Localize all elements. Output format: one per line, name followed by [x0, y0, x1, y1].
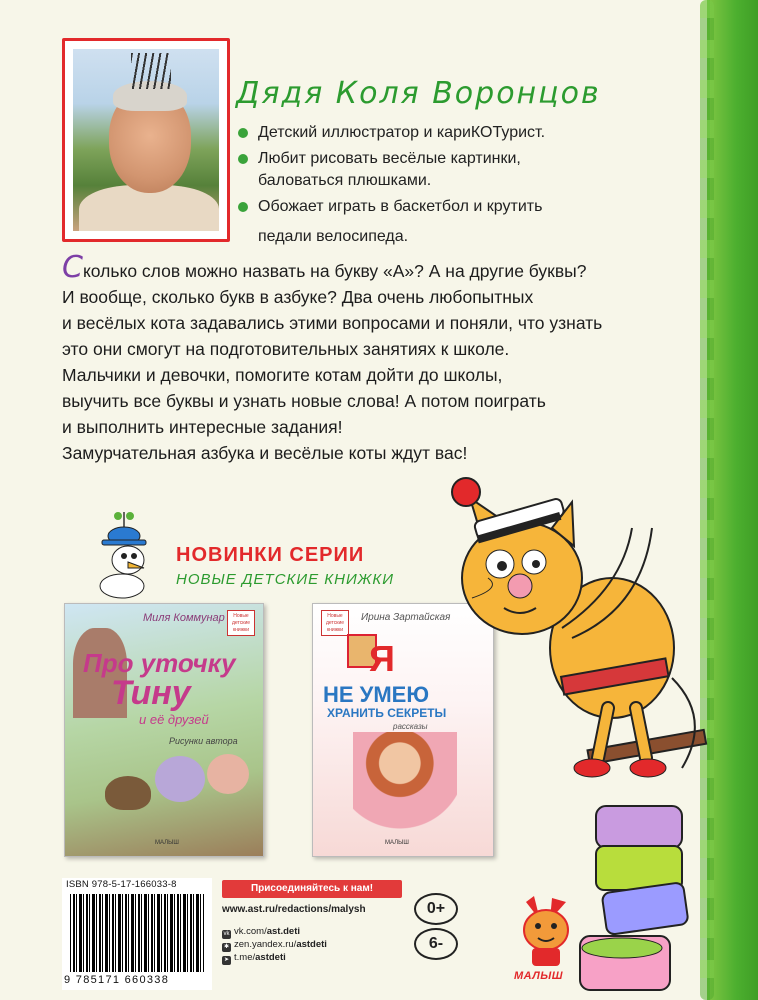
join-us-banner: Присоединяйтесь к нам!: [222, 880, 402, 898]
description-line: Мальчики и девочки, помогите котам дойти до школы,: [62, 365, 503, 385]
description-line: выучить все буквы и узнать новые слова! А потом поиграть: [62, 391, 546, 411]
book-title: ХРАНИТЬ СЕКРЕТЫ: [327, 706, 447, 720]
description-line: и выполнить интересные задания!: [62, 417, 343, 437]
book-title: Тину: [111, 674, 191, 712]
social-link-zen[interactable]: ✱ zen.yandex.ru/astdeti: [223, 939, 327, 950]
author-photo: [73, 49, 219, 231]
author-photo-frame: [62, 38, 230, 242]
hedgehog-illustration: [105, 776, 151, 810]
author-fact-continued: педали велосипеда.: [258, 228, 409, 245]
book-author: Ирина Зартайская: [361, 612, 451, 623]
description-line: И вообще, сколько букв в азбуке? Два очень любопытных: [62, 287, 534, 307]
bullet-icon: [238, 202, 248, 212]
author-fact: Обожает играть в баскетбол и крутить: [236, 196, 636, 218]
series-title: НОВИНКИ СЕРИИ: [176, 544, 365, 566]
barcode-number: 9 785171 660338: [64, 974, 170, 986]
social-links: [222, 925, 327, 964]
book-subtitle: Рисунки автора: [169, 736, 238, 746]
author-fact: Детский иллюстратор и кариКОТурист.: [236, 122, 636, 144]
book-title: и её друзей: [139, 712, 209, 727]
barcode: [70, 894, 204, 972]
book-title: Про уточку: [83, 648, 236, 678]
isbn-barcode-box: [62, 878, 212, 990]
bird-illustration: [84, 510, 164, 600]
isbn-number: ISBN 978-5-17-166033-8: [66, 879, 177, 890]
piglet-illustration: [207, 754, 249, 794]
author-facts: [236, 122, 636, 252]
description-line: Замурчательная азбука и весёлые коты ждут вас!: [62, 443, 468, 463]
vk-icon: vk: [223, 931, 230, 937]
dropcap: С: [62, 250, 83, 285]
author-name: Дядя Коля Воронцов: [236, 76, 601, 111]
series-subtitle: НОВЫЕ ДЕТСКИЕ КНИЖКИ: [176, 571, 395, 588]
green-paint-edge: [707, 0, 758, 1000]
description-line: Сколько слов можно назвать на букву «А»? А на другие буквы?: [62, 250, 587, 285]
book-subtitle: рассказы: [393, 722, 428, 731]
bullet-icon: [238, 128, 248, 138]
age-rating-badge: 6-: [414, 928, 458, 960]
duck-illustration: [155, 756, 205, 802]
bullet-icon: [238, 154, 248, 164]
book-publisher: МАЛЫШ: [155, 840, 179, 846]
book-title: НЕ УМЕЮ: [323, 682, 430, 707]
book-title: Я: [369, 638, 395, 679]
zen-icon: ✱: [223, 944, 230, 950]
description-line: и весёлых кота задавались этими вопросами и поняли, что узнать: [62, 313, 603, 333]
book-publisher: МАЛЫШ: [385, 840, 409, 846]
book-author: Миля Коммунар: [143, 612, 225, 624]
age-rating-badge: 0+: [414, 893, 458, 925]
book-description: [62, 250, 652, 466]
series-badge: Новые детские книжки: [321, 610, 349, 636]
series-badge: Новые детские книжки: [227, 610, 255, 636]
publisher-mascot-icon: [512, 890, 582, 970]
description-line: это они смогут на подготовительных занятиях к школе.: [62, 339, 510, 359]
social-link-vk[interactable]: vk vk.com/ast.deti: [223, 926, 300, 937]
website-link[interactable]: www.ast.ru/redactions/malysh: [222, 904, 366, 915]
author-fact: Любит рисовать весёлые картинки, баловаться плюшками.: [236, 148, 636, 192]
book-cover-utochka-tina[interactable]: [64, 603, 264, 857]
social-link-telegram[interactable]: ➤ t.me/astdeti: [223, 952, 286, 963]
publisher-name: МАЛЫШ: [514, 970, 564, 982]
telegram-icon: ➤: [223, 957, 230, 963]
publisher-logo: [512, 890, 582, 990]
